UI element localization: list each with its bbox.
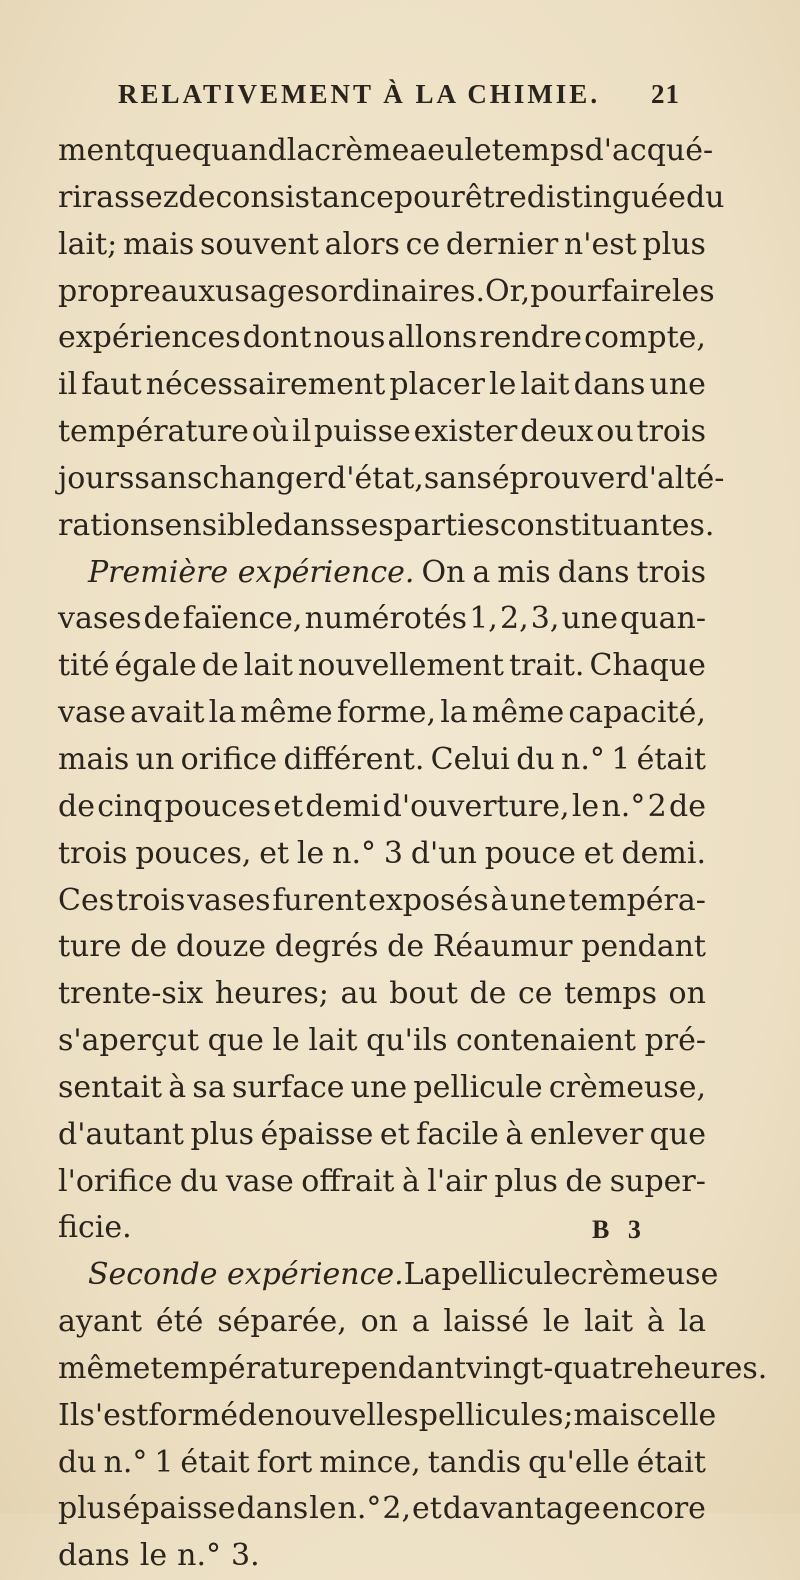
- word: dernier: [445, 226, 559, 262]
- word: nouvellement: [297, 648, 504, 684]
- word: être: [464, 179, 527, 215]
- word: plus: [494, 1163, 558, 1199]
- word: faut: [81, 367, 142, 403]
- word: plus: [58, 1491, 122, 1527]
- word: du: [516, 741, 555, 777]
- word: vase: [58, 695, 126, 731]
- word: rendre: [479, 320, 583, 356]
- word: placer: [389, 367, 485, 403]
- word: séparée,: [217, 1304, 347, 1340]
- word: que: [135, 133, 192, 168]
- word: était: [636, 741, 706, 777]
- word: température: [58, 414, 249, 450]
- word: du: [58, 1444, 97, 1480]
- word: à: [401, 1163, 420, 1199]
- word: aux: [160, 273, 216, 309]
- word: de: [469, 976, 507, 1012]
- word: égale: [114, 648, 197, 684]
- word: le: [139, 1538, 168, 1574]
- word: éprouver: [491, 460, 630, 496]
- word: Chaque: [589, 648, 706, 684]
- text-line: [58, 971, 706, 1018]
- word: quan-: [620, 601, 706, 637]
- word: s'est: [79, 1397, 149, 1433]
- word: sentait: [58, 1069, 163, 1105]
- word: distinguée: [526, 179, 686, 215]
- word: du: [179, 1163, 219, 1199]
- word: même: [58, 1350, 151, 1386]
- word: de: [387, 929, 425, 965]
- word: de: [201, 648, 239, 684]
- word: encore: [601, 1491, 706, 1527]
- word: il: [58, 367, 78, 403]
- word: à: [505, 1116, 524, 1152]
- text-line: [58, 409, 706, 456]
- text-line: [58, 1440, 706, 1487]
- word: degrés: [274, 929, 379, 965]
- page-number: 21: [651, 79, 680, 109]
- word: parties: [393, 507, 500, 543]
- word: lait: [583, 1304, 634, 1340]
- word: souvent: [200, 226, 319, 262]
- word: compte,: [584, 320, 706, 356]
- word: mince,: [319, 1444, 421, 1480]
- word: dans: [557, 554, 630, 590]
- text-line: [58, 1346, 768, 1393]
- word: vase: [225, 1163, 294, 1199]
- word: 1: [154, 1444, 174, 1480]
- word: forme,: [336, 695, 437, 731]
- word: mais: [58, 741, 130, 777]
- word: enlever: [529, 1116, 644, 1152]
- text-line: [58, 924, 706, 971]
- text-line: [58, 737, 706, 784]
- text-line: [58, 1112, 706, 1159]
- word: La: [403, 1257, 442, 1293]
- word: on: [668, 976, 706, 1012]
- word: crème: [314, 133, 410, 168]
- word: Ces: [58, 882, 115, 918]
- word: super-: [609, 1163, 706, 1199]
- word: Il: [58, 1397, 80, 1433]
- word: de: [143, 601, 181, 637]
- word: avait: [130, 695, 205, 731]
- body-text: [58, 128, 768, 1580]
- word: la: [286, 133, 315, 168]
- word: pellicule: [441, 1257, 571, 1293]
- word: vingt-quatre: [466, 1350, 654, 1386]
- word: de: [58, 788, 95, 824]
- word: et: [379, 1116, 410, 1152]
- word: surface: [231, 1069, 345, 1105]
- word: lait: [308, 1023, 358, 1059]
- word: formé: [148, 1397, 239, 1433]
- word: nécessairement: [145, 367, 386, 403]
- word: et: [411, 1491, 442, 1527]
- word: pendant: [341, 1350, 467, 1386]
- word: dans: [236, 1491, 309, 1527]
- word: 2,: [499, 601, 529, 637]
- word: d'état,: [327, 460, 424, 496]
- word: pouces,: [135, 835, 252, 871]
- word: mais: [122, 226, 195, 262]
- word: cinq: [97, 788, 163, 824]
- word: dans: [273, 507, 346, 543]
- word: crèmeuse: [570, 1257, 719, 1293]
- text-line: [58, 784, 706, 831]
- word: 2,: [382, 1491, 411, 1527]
- word: fort: [256, 1444, 313, 1480]
- word: à: [490, 882, 509, 918]
- running-head-title: RELATIVEMENT À LA CHIMIE.: [118, 79, 601, 109]
- word: a: [409, 133, 428, 168]
- word: vases: [187, 882, 271, 918]
- word: pouces: [164, 788, 271, 824]
- word: une: [649, 367, 706, 403]
- word: n.°: [103, 1444, 148, 1480]
- text-line: [58, 456, 725, 503]
- word: n.°: [177, 1538, 222, 1574]
- word: exposés: [368, 882, 489, 918]
- word: d'un: [410, 835, 477, 871]
- text-line: [58, 643, 706, 690]
- word: pellicules;: [418, 1397, 574, 1433]
- text-line: [58, 831, 706, 878]
- text-line: [58, 550, 706, 597]
- word: ment: [58, 133, 136, 168]
- word: que: [649, 1116, 706, 1152]
- word: trois: [58, 835, 128, 871]
- word: une: [350, 1069, 408, 1105]
- word: la: [440, 695, 468, 731]
- word: une: [561, 601, 618, 637]
- word: expériences: [58, 320, 241, 356]
- word: heures.: [653, 1350, 768, 1386]
- word: nous: [313, 320, 386, 356]
- word: un: [135, 741, 175, 777]
- word: de: [178, 179, 216, 215]
- word: le: [296, 835, 325, 871]
- word: ou: [596, 414, 634, 450]
- word: furent: [272, 882, 367, 918]
- word: le: [309, 1491, 337, 1527]
- text-line: [58, 362, 706, 409]
- word: s'aperçut: [58, 1023, 200, 1059]
- word: trait.: [508, 648, 585, 684]
- word: une: [510, 882, 567, 918]
- word: mis: [497, 554, 551, 590]
- word: était: [180, 1444, 250, 1480]
- word: au: [340, 976, 378, 1012]
- word: ration: [58, 507, 150, 543]
- word: changer: [202, 460, 328, 496]
- word: 2: [647, 788, 667, 824]
- word: propre: [58, 273, 161, 309]
- word: le: [542, 1304, 571, 1340]
- word: temps: [491, 133, 585, 168]
- word: de: [238, 1397, 275, 1433]
- word: vases: [58, 601, 142, 637]
- word: température: [150, 1350, 342, 1386]
- text-line: [58, 222, 706, 269]
- word: le: [571, 788, 600, 824]
- text-line: [58, 315, 706, 362]
- word: la: [208, 695, 237, 731]
- word: usages: [215, 273, 321, 309]
- word: crèmeuse,: [548, 1069, 706, 1105]
- word: était: [636, 1444, 706, 1480]
- word: 3: [383, 835, 403, 871]
- text-line: [58, 1065, 706, 1112]
- word: lait: [520, 367, 570, 403]
- word: 1,: [469, 601, 498, 637]
- word: trois: [636, 554, 706, 590]
- word: de: [130, 929, 168, 965]
- text-line: [58, 1486, 706, 1533]
- word: même: [471, 695, 565, 731]
- word: nouvelles: [275, 1397, 419, 1433]
- word: épaisse: [122, 1491, 236, 1527]
- word: 1: [611, 741, 631, 777]
- word: celle: [644, 1397, 717, 1433]
- word: il: [292, 414, 312, 450]
- word: l'air: [427, 1163, 487, 1199]
- word: qu'elle: [528, 1444, 630, 1480]
- running-head: [118, 72, 680, 116]
- word: douze: [175, 929, 267, 965]
- word: 3.: [231, 1538, 260, 1574]
- word: le: [489, 367, 517, 403]
- word: tandis: [427, 1444, 522, 1480]
- word: ce: [517, 976, 553, 1012]
- word: a: [472, 554, 491, 590]
- word: deux: [520, 414, 594, 450]
- word: on: [360, 1304, 398, 1340]
- word: n.°: [561, 741, 605, 777]
- word: de: [565, 1163, 603, 1199]
- word: davantage: [442, 1491, 601, 1527]
- word: Celui: [430, 741, 510, 777]
- word: ficie.: [58, 1210, 132, 1246]
- word: pendant: [581, 929, 706, 965]
- word: sans: [134, 460, 203, 496]
- word: ordinaires.: [320, 273, 486, 309]
- word: et: [583, 835, 614, 871]
- word: même: [240, 695, 333, 731]
- word: lait;: [58, 226, 118, 262]
- word: ayant: [58, 1304, 143, 1340]
- word: trois: [115, 882, 186, 918]
- word: le: [272, 1023, 300, 1059]
- word: bout: [389, 976, 458, 1012]
- word: laissé: [443, 1304, 530, 1340]
- word: qu'ils: [366, 1023, 448, 1059]
- word: allons: [387, 320, 478, 356]
- paragraph-heading: Première expérience.: [88, 554, 415, 590]
- word: mais: [573, 1397, 645, 1433]
- word: heures;: [214, 976, 329, 1012]
- word: faire: [601, 273, 672, 309]
- word: rir: [58, 179, 97, 215]
- word: ses: [345, 507, 394, 543]
- word: la: [678, 1304, 706, 1340]
- word: sensible: [149, 507, 274, 543]
- text-line: [58, 690, 706, 737]
- word: dans: [58, 1538, 130, 1574]
- word: ce: [405, 226, 441, 262]
- word: dans: [573, 367, 646, 403]
- word: numérotés: [304, 601, 468, 637]
- word: sans: [423, 460, 492, 496]
- word: l'orifice: [58, 1163, 173, 1199]
- text-line: [58, 596, 706, 643]
- word: Réaumur: [432, 929, 573, 965]
- word: trente-six: [58, 976, 204, 1012]
- word: dont: [242, 320, 312, 356]
- word: quand: [191, 133, 287, 168]
- text-line: [58, 1299, 706, 1346]
- word: du: [685, 179, 725, 215]
- word: pouce: [484, 835, 576, 871]
- word: On: [421, 554, 466, 590]
- word: n'est: [563, 226, 637, 262]
- word: à: [168, 1069, 187, 1105]
- paragraph-heading: Seconde expérience.: [88, 1257, 404, 1293]
- word: n.°: [601, 788, 646, 824]
- word: consistance: [215, 179, 394, 215]
- text-line: [58, 269, 715, 316]
- word: plus: [642, 226, 706, 262]
- word: d'autant: [58, 1116, 184, 1152]
- word: où: [251, 414, 290, 450]
- text-line: [58, 503, 715, 550]
- word: contenaient: [456, 1023, 636, 1059]
- word: le: [464, 133, 492, 168]
- word: différent.: [283, 741, 425, 777]
- text-line: [58, 128, 714, 175]
- text-line: [58, 1393, 717, 1440]
- text-line: [58, 1252, 719, 1299]
- word: assez: [96, 179, 179, 215]
- word: demi: [305, 788, 381, 824]
- word: tité: [58, 648, 110, 684]
- word: facile: [416, 1116, 499, 1152]
- text-line: [58, 1159, 706, 1206]
- word: lait: [243, 648, 293, 684]
- word: capacité,: [568, 695, 706, 731]
- word: pour: [530, 273, 602, 309]
- word: été: [155, 1304, 204, 1340]
- word: à: [646, 1304, 665, 1340]
- word: trois: [636, 414, 706, 450]
- word: constituantes.: [499, 507, 715, 543]
- text-line: [58, 1018, 706, 1065]
- word: de: [668, 788, 706, 824]
- word: et: [259, 835, 290, 871]
- signature-mark: B 3: [592, 1215, 647, 1244]
- text-line: [58, 878, 706, 925]
- word: faïence,: [182, 601, 303, 637]
- word: et: [273, 788, 304, 824]
- word: 3,: [530, 601, 560, 637]
- text-line: [58, 175, 725, 222]
- word: jours: [58, 460, 135, 496]
- word: pour: [393, 179, 465, 215]
- word: tempéra-: [568, 882, 706, 918]
- word: d'alté-: [629, 460, 725, 496]
- word: que: [207, 1023, 264, 1059]
- word: plus: [190, 1116, 254, 1152]
- word: Or,: [485, 273, 531, 309]
- word: eu: [427, 133, 465, 168]
- word: temps: [564, 976, 657, 1012]
- text-line: [58, 1533, 706, 1580]
- word: demi.: [621, 835, 706, 871]
- word: n.°: [337, 1491, 382, 1527]
- word: exister: [413, 414, 518, 450]
- word: puisse: [314, 414, 411, 450]
- word: offrait: [301, 1163, 395, 1199]
- word: n.°: [332, 835, 376, 871]
- word: alors: [324, 226, 400, 262]
- word: sa: [192, 1069, 226, 1105]
- word: orifice: [180, 741, 278, 777]
- word: d'acqué-: [584, 133, 714, 168]
- word: ture: [58, 929, 122, 965]
- word: pellicule: [413, 1069, 543, 1105]
- word: les: [671, 273, 715, 309]
- word: a: [411, 1304, 430, 1340]
- word: pré-: [644, 1023, 706, 1059]
- word: d'ouverture,: [382, 788, 570, 824]
- word: épaisse: [260, 1116, 374, 1152]
